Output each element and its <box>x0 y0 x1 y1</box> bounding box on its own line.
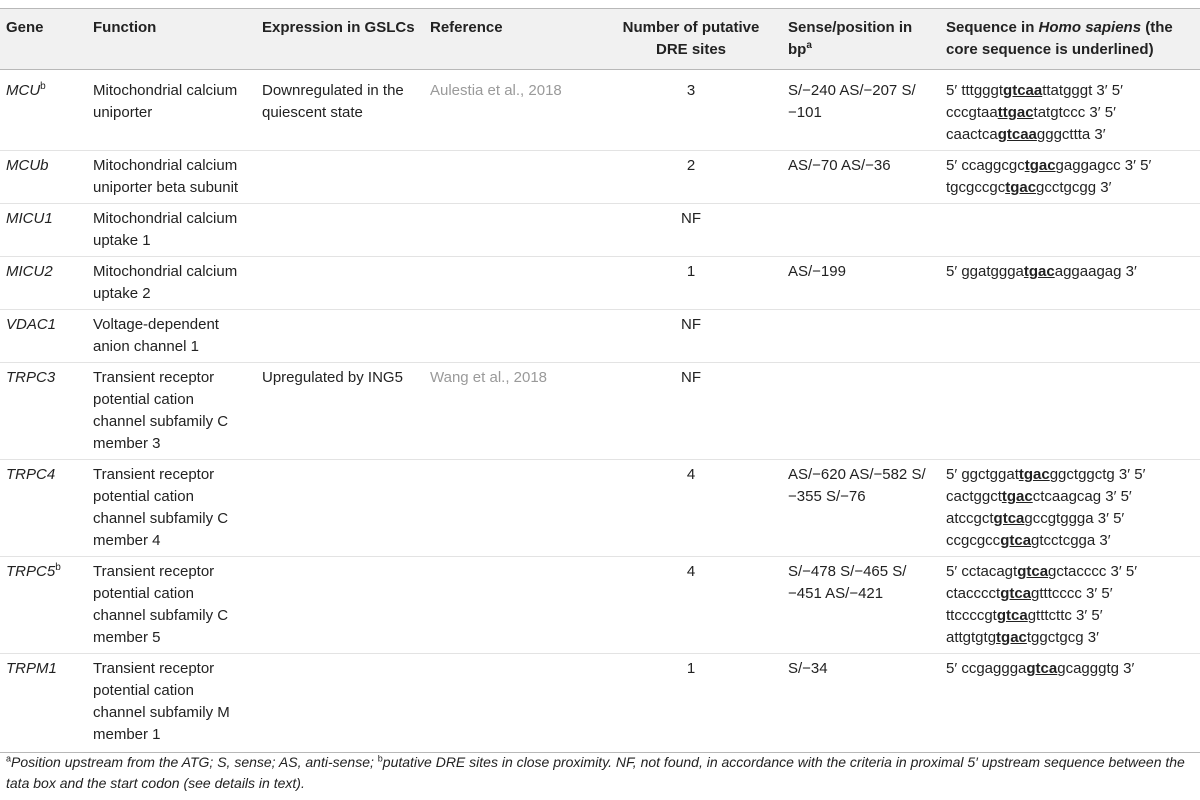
gene-name: MCU <box>6 82 41 99</box>
dre-count-cell: NF <box>600 310 782 363</box>
position-cell <box>782 257 940 310</box>
sequence-flank-5: 5′ ccaggcgc <box>946 157 1025 174</box>
sequence-flank-3: gtttcttc 3′ <box>1027 607 1088 624</box>
function-cell: Transient receptor potential cation channel subfamily M member 1 <box>87 654 256 753</box>
gene-name: TRPC4 <box>6 466 56 483</box>
sequence-cell <box>940 70 1200 151</box>
reference-cell <box>424 257 600 310</box>
gene-cell <box>0 70 87 151</box>
position-value: AS/−70 <box>788 157 838 174</box>
position-cell <box>782 460 940 557</box>
sequence-flank-5: 5′ ttccccgt <box>946 585 1113 624</box>
sequence-flank-5: 5′ tttgggt <box>946 82 1004 99</box>
sequence-flank-3: aggaagag 3′ <box>1054 263 1137 280</box>
sequence-cell <box>940 654 1200 753</box>
sequence-flank-5: 5′ ctacccct <box>946 563 1138 602</box>
position-value: AS/−36 <box>840 157 891 174</box>
sequence-cell <box>940 557 1200 654</box>
position-value: S/−240 <box>788 82 836 99</box>
sequence-flank-5: 5′ cactggct <box>946 466 1146 505</box>
sequence-flank-3: gtttcccc 3′ <box>1031 585 1098 602</box>
sequence-flank-3: gcagggtg 3′ <box>1057 660 1135 677</box>
sequence-core: gtca <box>1000 585 1032 602</box>
sequence-flank-5: 5′ attgtgtg <box>946 607 1103 646</box>
sequence-flank-5: 5′ ggatggga <box>946 263 1024 280</box>
position-cell <box>782 557 940 654</box>
position-cell <box>782 151 940 204</box>
sequence-flank-3: gaggagcc 3′ <box>1055 157 1136 174</box>
position-value: AS/−421 <box>825 585 884 602</box>
position-value: S/−478 <box>788 563 836 580</box>
expression-cell <box>256 460 424 557</box>
dre-count-cell: 1 <box>600 654 782 753</box>
sequence-core: tgac <box>1001 488 1033 505</box>
sequence-cell <box>940 204 1200 257</box>
sequence-cell <box>940 257 1200 310</box>
dre-count-cell: NF <box>600 204 782 257</box>
dre-count-cell: 4 <box>600 460 782 557</box>
function-cell: Mitochondrial calcium uniporter <box>93 82 238 121</box>
gene-name: MICU2 <box>6 263 53 280</box>
sequence-flank-3: ttatgggt 3′ <box>1042 82 1108 99</box>
sequence-entry <box>946 263 1137 280</box>
sequence-flank-3: ctcaagcag 3′ <box>1032 488 1117 505</box>
gene-name: TRPC3 <box>6 369 56 386</box>
sequence-flank-5: 5′ ccgcgcc <box>946 510 1125 549</box>
reference-cell <box>424 557 600 654</box>
position-value: AS/−199 <box>788 263 846 280</box>
sequence-core: gtca <box>1000 532 1032 549</box>
sequence-core: tgac <box>996 629 1027 646</box>
table-row <box>0 70 1200 151</box>
function-cell: Mitochondrial calcium uniporter beta subunit <box>87 151 256 204</box>
position-cell <box>782 204 940 257</box>
footnote-mark-b: b <box>377 753 383 764</box>
gene-name: TRPM1 <box>6 660 57 677</box>
position-value: S/−465 <box>840 563 889 580</box>
table-footnote <box>6 752 1196 794</box>
position-value: S/−34 <box>788 660 828 677</box>
reference-cell <box>424 310 600 363</box>
header-function: Function <box>87 9 256 70</box>
expression-cell <box>256 151 424 204</box>
expression-cell <box>256 557 424 654</box>
reference-cell: Wang et al., 2018 <box>424 363 600 460</box>
table-row <box>0 363 1200 460</box>
position-value: AS/−620 <box>788 466 846 483</box>
footnote-mark-a: a <box>6 753 12 764</box>
table-row <box>0 460 1200 557</box>
function-cell: Mitochondrial calcium uptake 2 <box>87 257 256 310</box>
reference-cell <box>424 460 600 557</box>
header-row <box>0 9 1200 70</box>
table-row <box>0 151 1200 204</box>
dre-count-cell: 4 <box>600 557 782 654</box>
reference-cell: Aulestia et al., 2018 <box>430 82 562 99</box>
position-value: S/−101 <box>788 82 916 121</box>
sequence-flank-3: tggctgcg 3′ <box>1026 629 1099 646</box>
sequence-core: tgac <box>1024 157 1056 174</box>
sequence-core: gtca <box>996 607 1028 624</box>
gene-cell <box>0 654 87 753</box>
table-body <box>0 70 1200 753</box>
sequence-core: tgac <box>1023 263 1055 280</box>
dre-count-cell: 3 <box>686 82 696 99</box>
sequence-cell <box>940 363 1200 460</box>
expression-cell: Upregulated by ING5 <box>256 363 424 460</box>
sequence-entry <box>946 82 1108 99</box>
position-value: AS/−582 <box>849 466 908 483</box>
table-row <box>0 204 1200 257</box>
sequence-cell <box>940 310 1200 363</box>
position-value: S/−355 <box>788 466 926 505</box>
sequence-flank-3: tatgtccc 3′ <box>1033 104 1101 121</box>
dre-count-cell: 2 <box>600 151 782 204</box>
gene-name: MCUb <box>6 157 49 174</box>
sequence-flank-3: ggctggctg 3′ <box>1049 466 1131 483</box>
sequence-core: ttgac <box>997 104 1034 121</box>
sequence-flank-5: 5′ ggctggat <box>946 466 1019 483</box>
header-reference: Reference <box>424 9 600 70</box>
position-value: AS/−207 <box>839 82 898 99</box>
gene-footnote-mark: b <box>55 562 61 573</box>
gene-cell <box>0 363 87 460</box>
function-cell: Mitochondrial calcium uptake 1 <box>87 204 256 257</box>
sequence-cell <box>940 460 1200 557</box>
position-cell <box>782 654 940 753</box>
table-row <box>0 654 1200 753</box>
expression-cell <box>256 310 424 363</box>
sequence-core: gtca <box>1017 563 1049 580</box>
footnote-b-text: putative DRE sites in close proximity. NF, not found, in accordance with the criteria in proximal 5′ upstream sequence between the tata box and the start codon (see details in text). <box>6 754 1185 791</box>
expression-cell <box>256 654 424 753</box>
function-cell: Transient receptor potential cation channel subfamily C member 5 <box>87 557 256 654</box>
function-cell: Transient receptor potential cation channel subfamily C member 3 <box>87 363 256 460</box>
sequence-flank-5: 5′ cctacagt <box>946 563 1018 580</box>
gene-cell <box>0 204 87 257</box>
sequence-core: tgac <box>1005 179 1037 196</box>
sequence-flank-5: 5′ ccgaggga <box>946 660 1027 677</box>
sequence-core: tgac <box>1018 466 1050 483</box>
sequence-entry <box>946 157 1136 174</box>
gene-name: TRPC5 <box>6 563 56 580</box>
sequence-flank-3: gcctgcgg 3′ <box>1036 179 1112 196</box>
reference-cell <box>424 204 600 257</box>
sequence-flank-3: gctacccc 3′ <box>1048 563 1122 580</box>
dre-count-cell: 1 <box>600 257 782 310</box>
header-sequence-prefix: Sequence in <box>946 19 1039 36</box>
sequence-flank-5: 5′ atccgct <box>946 488 1132 527</box>
header-position-label: Sense/position in bp <box>788 19 913 58</box>
table-row <box>0 557 1200 654</box>
header-dre-count: Number of putative DRE sites <box>600 9 782 70</box>
sequence-flank-3: gggcttta 3′ <box>1036 126 1106 143</box>
sequence-flank-3: gtcctcgga 3′ <box>1031 532 1111 549</box>
footnote-a-text: Position upstream from the ATG; S, sense; AS, anti-sense; <box>11 754 378 770</box>
gene-name: VDAC1 <box>6 316 57 333</box>
gene-cell <box>0 460 87 557</box>
sequence-entry <box>946 466 1130 483</box>
position-cell <box>782 363 940 460</box>
function-cell: Transient receptor potential cation channel subfamily C member 4 <box>87 460 256 557</box>
sequence-core: gtcaa <box>1003 82 1043 99</box>
sequence-core: gtca <box>993 510 1025 527</box>
header-sequence-suffix: (the core sequence is underlined) <box>946 19 1173 58</box>
gene-cell <box>0 557 87 654</box>
position-cell <box>782 70 940 151</box>
gene-cell <box>0 151 87 204</box>
sequence-entry <box>946 563 1122 580</box>
function-cell: Voltage-dependent anion channel 1 <box>87 310 256 363</box>
reference-cell <box>424 654 600 753</box>
expression-cell <box>256 204 424 257</box>
gene-footnote-mark: b <box>40 81 46 92</box>
sequence-flank-3: gccgtggga 3′ <box>1024 510 1109 527</box>
table-row <box>0 310 1200 363</box>
sequence-entry <box>946 660 1134 677</box>
header-position <box>782 9 940 70</box>
gene-name: MICU1 <box>6 210 53 227</box>
position-value: S/−76 <box>825 488 866 505</box>
sequence-flank-5: 5′ cccgtaa <box>946 82 1123 121</box>
gene-cell <box>0 310 87 363</box>
table-row <box>0 257 1200 310</box>
sequence-cell <box>940 151 1200 204</box>
sequence-flank-5: 5′ caactca <box>946 104 1116 143</box>
position-value: S/−451 <box>788 563 907 602</box>
header-sequence <box>940 9 1200 70</box>
expression-cell: Downregulated in the quiescent state <box>262 82 404 121</box>
dre-sites-table <box>0 8 1200 753</box>
position-cell <box>782 310 940 363</box>
header-sequence-species: Homo sapiens <box>1038 19 1142 36</box>
gene-cell <box>0 257 87 310</box>
header-position-footnote-mark: a <box>806 40 812 51</box>
sequence-core: gtca <box>1026 660 1058 677</box>
sequence-flank-5: 5′ tgcgccgc <box>946 157 1152 196</box>
header-expression: Expression in GSLCs <box>256 9 424 70</box>
header-gene: Gene <box>0 9 87 70</box>
reference-cell <box>424 151 600 204</box>
expression-cell <box>256 257 424 310</box>
sequence-core: gtcaa <box>997 126 1037 143</box>
dre-count-cell: NF <box>600 363 782 460</box>
